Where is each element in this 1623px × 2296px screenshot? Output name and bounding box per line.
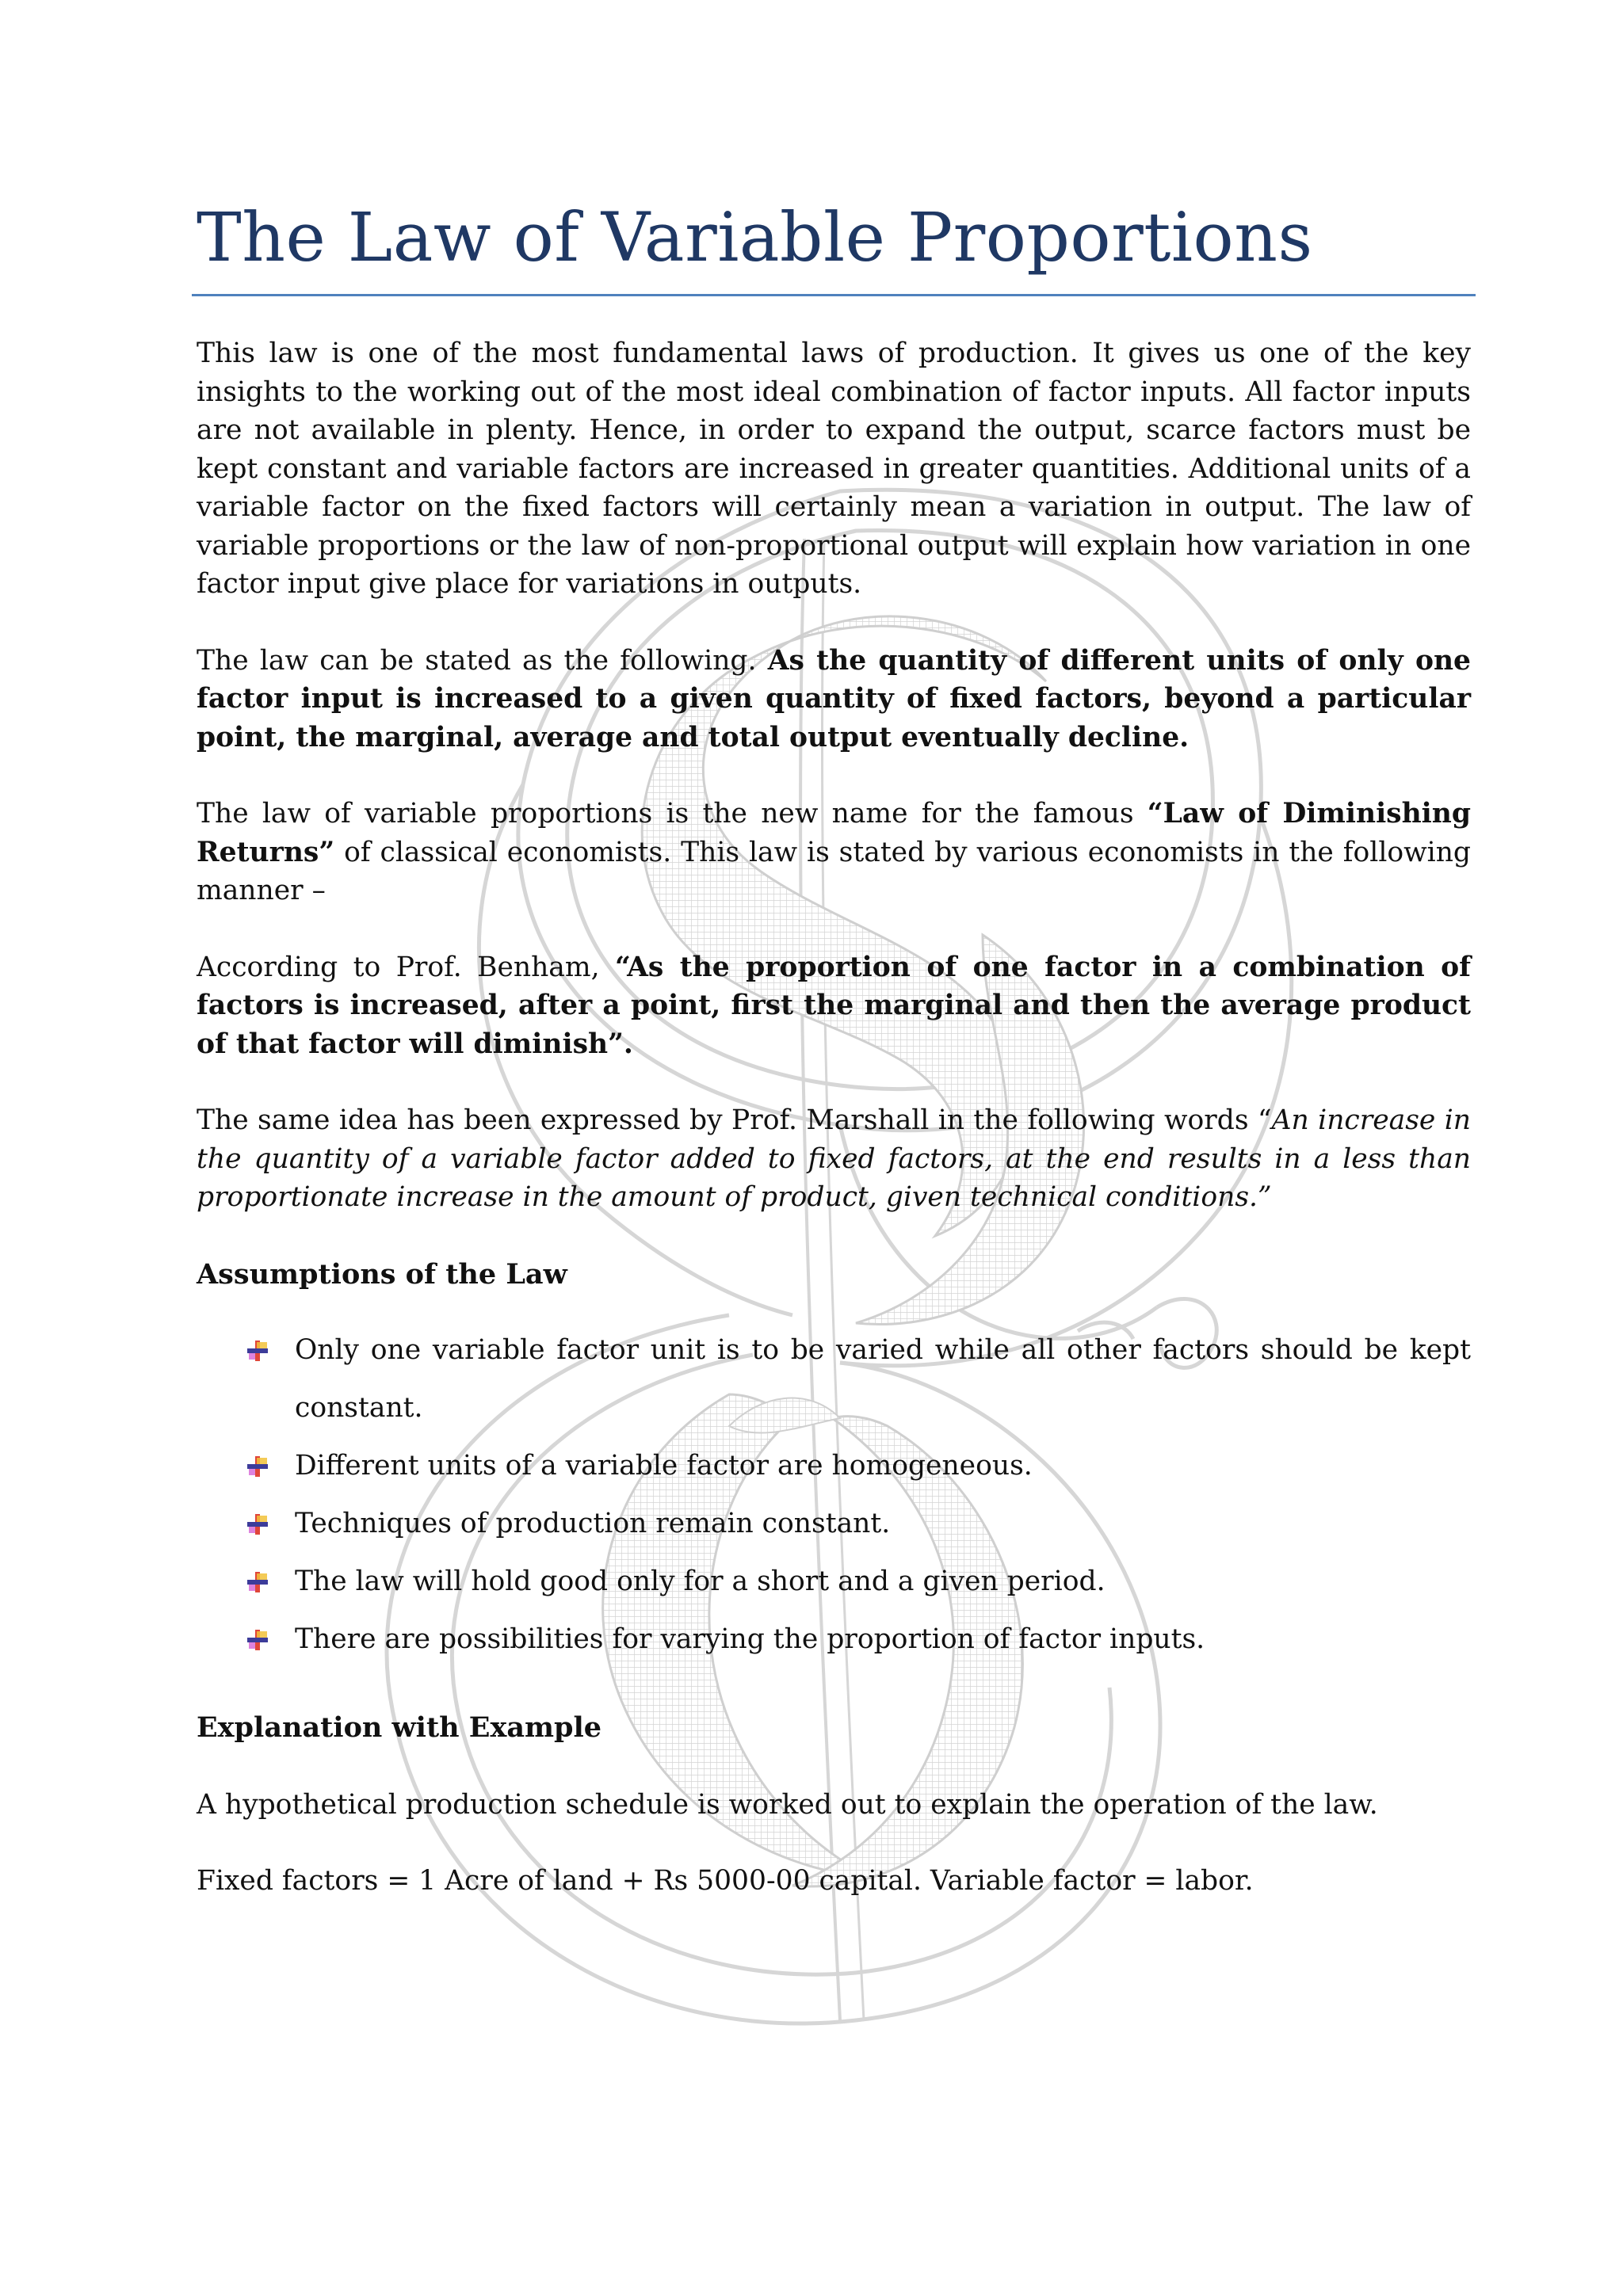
list-item <box>197 1611 1471 1669</box>
assumption-text: Different units of a variable factor are homogeneous. <box>295 1449 1033 1482</box>
example-heading: Explanation with Example <box>197 1711 602 1744</box>
statement-lead: The law can be stated as the following. <box>197 644 768 677</box>
colored-cross-bullet-icon <box>246 1340 269 1362</box>
benham-lead: According to Prof. Benham, <box>197 951 615 983</box>
document-content <box>197 194 1471 1901</box>
list-item <box>197 1322 1471 1437</box>
assumption-text: Techniques of production remain constant. <box>295 1507 891 1539</box>
page-title: The Law of Variable Proportions <box>197 199 1313 277</box>
list-item <box>197 1437 1471 1495</box>
title-underline <box>192 294 1476 296</box>
colored-cross-bullet-icon <box>246 1513 269 1535</box>
colored-cross-bullet-icon <box>246 1629 269 1651</box>
marshall-lead: The same idea has been expressed by Prof. Marshall in the following words “ <box>197 1104 1272 1136</box>
assumption-text: Only one variable factor unit is to be varied while all other factors should be kept constant. <box>295 1333 1471 1424</box>
assumption-text: There are possibilities for varying the proportion of factor inputs. <box>295 1623 1205 1655</box>
marshall-quote: An increase in the quantity of a variable factor added to fixed factors, at the end results in a less than proportionate increase in the amount of product, given technical conditions.” <box>197 1104 1472 1213</box>
assumptions-heading: Assumptions of the Law <box>197 1257 567 1291</box>
new-name-tail: of classical economists. This law is stated by various economists in the following manner – <box>197 836 1471 906</box>
example-intro: A hypothetical production schedule is worked out to explain the operation of the law. <box>197 1788 1378 1821</box>
benham-quote: “As the proportion of one factor in a combination of factors is increased, after a point, first the marginal and then the average product of that factor will diminish”. <box>197 951 1472 1060</box>
new-name-bold: “Law of Diminishing Returns” <box>197 798 1471 868</box>
list-item <box>197 1553 1471 1611</box>
colored-cross-bullet-icon <box>246 1455 269 1478</box>
new-name-paragraph <box>197 795 1471 910</box>
marshall-paragraph <box>197 1101 1471 1217</box>
colored-cross-bullet-icon <box>246 1571 269 1593</box>
intro-paragraph: This law is one of the most fundamental laws of production. It gives us one of the key insights to the working out of the most ideal combination of factor inputs. All factor inputs are not available in plenty. Hence, in order to expand the output, scarce factors must be kept constant and variable factors are increased in greater quantities. Additional units of a variable factor on the fixed factors will certainly mean a variation in output. The law of variable proportions or the law of non-proportional output will explain how variation in one factor input give place for variations in outputs. <box>197 338 1471 600</box>
assumptions-list <box>197 1322 1471 1669</box>
benham-paragraph <box>197 948 1471 1064</box>
statement-bold: As the quantity of different units of only one factor input is increased to a given quantity of fixed factors, beyond a particular point, the marginal, average and total output eventually decline. <box>197 644 1471 753</box>
new-name-lead: The law of variable proportions is the new name for the famous <box>197 798 1148 830</box>
list-item <box>197 1495 1471 1553</box>
assumption-text: The law will hold good only for a short and a given period. <box>295 1565 1106 1597</box>
fixed-factors-line: Fixed factors = 1 Acre of land + Rs 5000-00 capital. Variable factor = labor. <box>197 1865 1254 1897</box>
statement-paragraph <box>197 642 1471 757</box>
